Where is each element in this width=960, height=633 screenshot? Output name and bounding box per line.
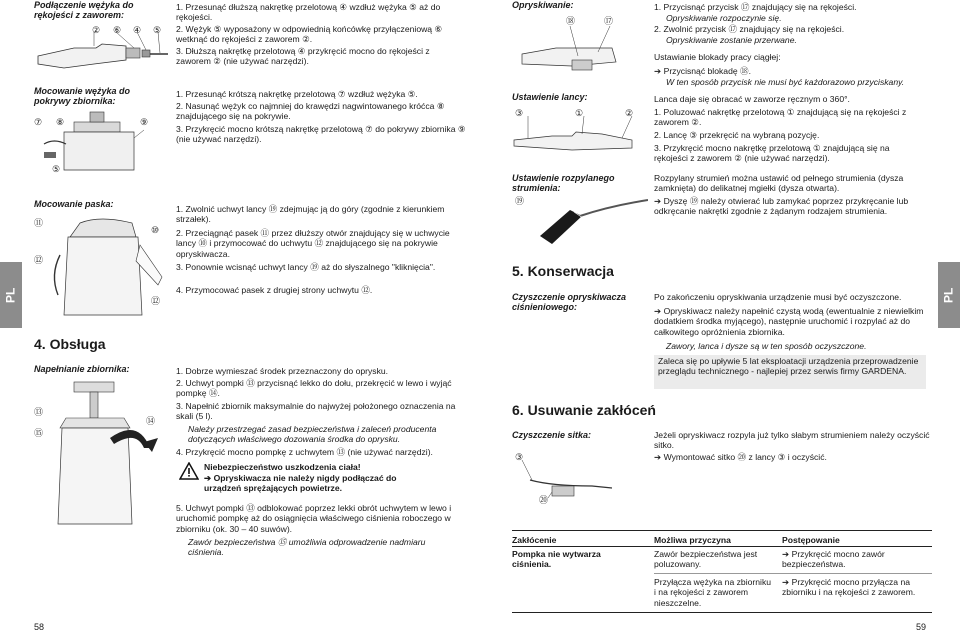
callout-2: ②	[92, 25, 101, 35]
callout-10: ⑩	[151, 225, 160, 235]
section-label-spray-pattern: Ustawienie rozpylanego strumienia:	[512, 173, 615, 194]
table-cell-r1-cause: Zawór bezpieczeństwa jest poluzowany.	[654, 549, 758, 570]
section-label-filter: Czyszczenie sitka:	[512, 430, 592, 440]
r3-line-1: Rozpylany strumień można ustawić od pełnego strumienia (dysza zamknięta) do delikatnej mgiełki (dysza otwarta).	[654, 173, 904, 194]
section-label-strap: Mocowanie paska:	[34, 199, 114, 209]
table-rule-top	[512, 530, 932, 531]
callout-5: ⑤	[153, 25, 162, 35]
s1-step-2: 2. Wężyk ⑤ wyposażony w odpowiednią końcówkę przyłączeniową ⑥ wetknąć do rękojeści z zaworem ②.	[176, 24, 443, 45]
callout-11: ⑪	[34, 218, 44, 228]
section-label-spraying: Opryskiwanie:	[512, 0, 574, 10]
illustration-filter	[512, 446, 632, 514]
section-title-maintenance: 5. Konserwacja	[512, 263, 614, 279]
callout-20: ⑳	[539, 495, 549, 505]
callout-18: ⑱	[566, 16, 576, 26]
section-label-hose-to-handle: Podłączenie wężyka do rękojeści z zaworem:	[34, 0, 134, 21]
callout-13: ⑬	[34, 407, 44, 417]
s1-step-1: 1. Przesunąć dłuższą nakrętkę przelotową ④ wzdłuż wężyka ⑤ aż do rękojeści.	[176, 2, 441, 23]
r1-line-4: Opryskiwanie zostanie przerwane.	[666, 35, 797, 45]
r1-line-3: 2. Zwolnić przycisk ⑰ znajdujący się na rękojeści.	[654, 24, 845, 34]
warning-triangle-icon	[179, 462, 199, 482]
r1-line-2: Opryskiwanie rozpoczynie się.	[666, 13, 782, 23]
language-tab-right: PL	[938, 262, 960, 328]
r4-line-3: Zawory, lanca i dysze są w ten sposób oczyszczone.	[666, 341, 867, 351]
s3-step-2: 2. Przeciągnąć pasek ⑪ przez dłuższy otwór znajdujący się w uchwycie lancy ⑩ i przymocować do uchwytu ⑫ znajdującego się na pokrywie opryskiwacza.	[176, 228, 450, 259]
inspection-note-text: Zaleca się po upływie 5 lat eksploatacji urządzenia przeprowadzenie przeglądu technicznego - najlepiej przez serwis firmy GARDENA.	[658, 356, 919, 377]
illustration-nozzle	[530, 196, 648, 252]
r2-line-2: 1. Poluzować nakrętkę przelotową ① znajdującą się na rękojeści z zaworem ②.	[654, 107, 907, 128]
s3-step-4: 4. Przymocować pasek z drugiej strony uchwytu ⑫.	[176, 285, 373, 295]
table-header-remedy: Postępowanie	[782, 535, 840, 545]
r1-line-7: W ten sposób przycisk nie musi być każdorazowo przyciskany.	[666, 77, 905, 87]
r1-line-6: ➔ Przycisnąć blokadę ⑱.	[654, 66, 751, 76]
s2-step-2: 2. Nasunąć wężyk co najmniej do krawędzi nagwintowanego króćca ⑧ znajdującego się na pokrywie.	[176, 101, 445, 122]
warning-title: Niebezpieczeństwo uszkodzenia ciała!	[204, 462, 361, 472]
callout-8: ⑧	[56, 117, 65, 127]
section-label-cleaning: Czyszczenie opryskiwacza ciśnieniowego:	[512, 292, 627, 313]
section-label-hose-to-lid: Mocowanie wężyka do pokrywy zbiornika:	[34, 86, 131, 107]
warning-box	[176, 458, 396, 496]
table-rule-row1	[654, 573, 932, 574]
s1-step-3: 3. Dłuższą nakrętkę przelotową ④ przykręcić mocno do rękojeści z zaworem ② (nie używać narzędzi).	[176, 46, 430, 67]
callout-9: ⑨	[140, 117, 149, 127]
table-header-cause: Możliwa przyczyna	[654, 535, 731, 545]
callout-12: ⑫	[34, 255, 44, 265]
r4-line-2: ➔ Opryskiwacz należy napełnić czystą wodą (ewentualnie z niewielkim dodatkiem środka myjącego), następnie uruchomić i rozpylać aż do całkowitego opróżnienia zbiornika.	[654, 306, 924, 337]
page-number-right: 59	[916, 622, 927, 632]
table-cell-r2-cause: Przyłącza wężyka na zbiorniku i na rękojeści z zaworem nieszczelne.	[654, 577, 772, 608]
warning-text: ➔ Opryskiwacza nie należy nigdy podłączać do urządzeń sprężających powietrze.	[204, 473, 397, 494]
s2-step-1: 1. Przesunąć krótszą nakrętkę przelotową ⑦ wzdłuż wężyka ⑤.	[176, 89, 418, 99]
s4-note: Należy przestrzegać zasad bezpieczeństwa i zaleceń producenta dotyczących właściwego dozowania środka do oprysku.	[188, 424, 437, 445]
table-rule-bottom	[512, 612, 932, 613]
callout-12b: ⑫	[151, 296, 161, 306]
illustration-spraying	[512, 24, 648, 80]
r3-line-2: ➔ Dyszę ⑲ należy otwierać lub zamykać poprzez przykręcanie lub odkręcanie nakrętki zgodnie z żądanym rodzajem strumienia.	[654, 196, 909, 217]
illustration-filling	[40, 378, 170, 528]
table-rule-header	[512, 546, 932, 547]
callout-4: ④	[133, 25, 142, 35]
section-title-operation: 4. Obsługa	[34, 336, 106, 352]
table-cell-r1-fault: Pompka nie wytwarza ciśnienia.	[512, 549, 601, 570]
section-label-lance: Ustawienie lancy:	[512, 92, 588, 102]
callout-3b: ③	[515, 452, 524, 462]
r5-line-2: ➔ Wymontować sitko ⑳ z lancy ③ i oczyścić.	[654, 452, 827, 462]
r2-line-4: 3. Przykręcić mocno nakrętkę przelotową ① znajdującą się na rękojeści z zaworem ② (nie używać narzędzi).	[654, 143, 890, 164]
r2-line-1: Lanca daje się obracać w zaworze ręcznym o 360°.	[654, 94, 850, 104]
section-title-troubleshooting: 6. Usuwanie zakłóceń	[512, 402, 656, 418]
callout-7: ⑦	[34, 117, 43, 127]
r4-line-1: Po zakończeniu opryskiwania urządzenie musi być oczyszczone.	[654, 292, 902, 302]
page-number-left: 58	[34, 622, 45, 632]
callout-5b: ⑤	[52, 164, 61, 174]
table-cell-r1-remedy: ➔ Przykręcić mocno zawór bezpieczeństwa.	[782, 549, 885, 570]
s2-step-3: 3. Przykręcić mocno krótszą nakrętkę przelotową ⑦ do pokrywy zbiornika ⑨ (nie używać narzędzi).	[176, 124, 466, 145]
illustration-hose-to-handle	[34, 24, 168, 80]
callout-17: ⑰	[604, 16, 614, 26]
table-header-fault: Zakłócenie	[512, 535, 557, 545]
s3-step-1: 1. Zwolnić uchwyt lancy ⑲ zdejmując ją do góry (zgodnie z kierunkiem strzałek).	[176, 204, 445, 225]
r1-line-1: 1. Przycisnąć przycisk ⑰ znajdujący się na rękojeści.	[654, 2, 857, 12]
callout-15: ⑮	[34, 428, 44, 438]
callout-3: ③	[515, 108, 524, 118]
s4-note-2: Zawór bezpieczeństwa ⑮ umożliwia odprowadzenie nadmiaru ciśnienia.	[188, 537, 426, 558]
s4-step-2: 2. Uchwyt pompki ⑬ przycisnąć lekko do dołu, przekręcić w lewo i wyjąć pompkę ⑭.	[176, 378, 452, 399]
table-cell-r2-remedy: ➔ Przykręcić mocno przyłącza na zbiorniku i na rękojeści z zaworem.	[782, 577, 916, 598]
section-label-filling: Napełnianie zbiornika:	[34, 364, 130, 374]
callout-6: ⑥	[113, 25, 122, 35]
callout-1: ①	[575, 108, 584, 118]
r1-line-5: Ustawianie blokady pracy ciągłej:	[654, 52, 781, 62]
callout-14: ⑭	[146, 416, 156, 426]
s4-step-1: 1. Dobrze wymieszać środek przeznaczony do oprysku.	[176, 366, 389, 376]
callout-2r: ②	[625, 108, 634, 118]
language-tab-left: PL	[0, 262, 22, 328]
r5-line-1: Jeżeli opryskiwacz rozpyla już tylko słabym strumieniem należy oczyścić sitko.	[654, 430, 930, 451]
s4-step-3: 3. Napełnić zbiornik maksymalnie do najwyżej położonego oznaczenia na skali (5 l).	[176, 401, 456, 422]
s4-step-5: 5. Uchwyt pompki ⑬ odblokować poprzez lekki obrót uchwytem w lewo i uruchomić pompkę aż do osiągnięcia właściwego ciśnienia roboczego w zbiorniku (ok. 30 – 40 suwów).	[176, 503, 452, 534]
s3-step-3: 3. Ponownie wcisnąć uchwyt lancy ⑲ aż do słyszalnego "kliknięcia".	[176, 262, 436, 272]
callout-19: ⑲	[515, 196, 525, 206]
s4-step-4: 4. Przykręcić mocno pompkę z uchwytem ⑬ (nie używać narzędzi).	[176, 447, 433, 457]
r2-line-3: 2. Lancę ③ przekręcić na wybraną pozycję.	[654, 130, 820, 140]
